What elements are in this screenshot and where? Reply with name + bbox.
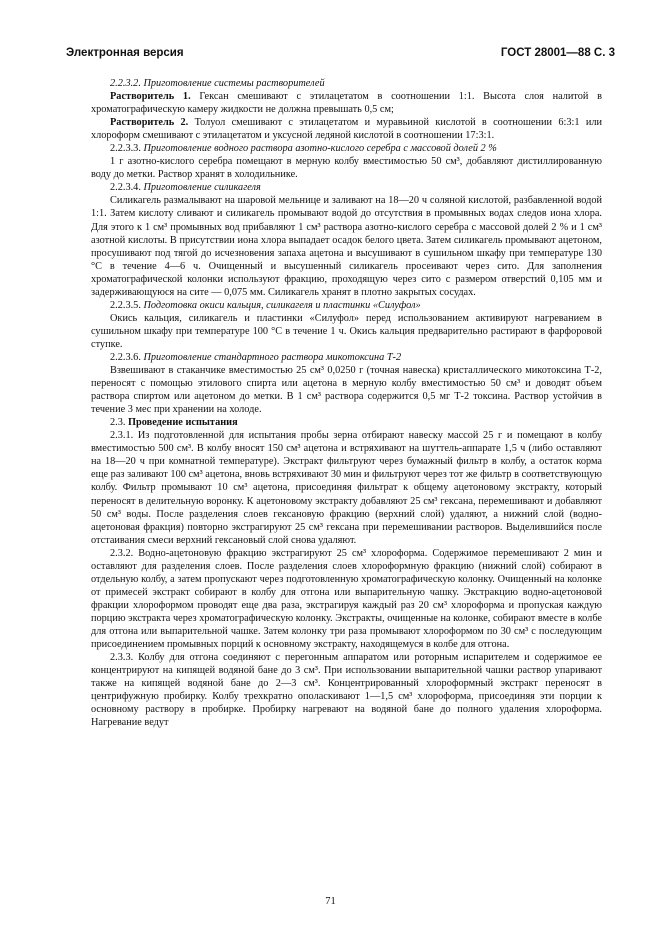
section-number: 2.2.3.6. [110, 351, 141, 363]
document-body [91, 77, 602, 729]
paragraph-2-3-1: 2.3.1. Из подготовленной для испытания пробы зерна отбирают навеску массой 25 г и помещают в колбу вместимостью 500 см³. В колбу вносят 150 см³ ацетона и встряхивают на шуттель-аппарате 1,5 ч (либо оставляют на 18—20 ч при комнатной температуре). Экстракт фильтруют через бумажный фильтр в колбу, а остаток корма еще раз заливают 100 см³ ацетона, вновь встряхивают 30 мин и фильтруют через тот же фильтр в соответствующую колбу. Фильтр промывают 10 см³ ацетона, присоединяя фильтрат к общему ацетоновому экстракту, который переносят в делительную воронку. К ацетоновому экстракту добавляют 25 см³ гексана, перемешивают и добавляют 50 см³ воды. После разделения слоев гексановую фракцию (верхний слой) удаляют, а нижний слой (водно-ацетоновая фракция) повторно экстрагируют 25 см³ гексана при перемешивании растворов. Выделившийся после отстаивания смеси верхний гексановый слой снова удаляют. [91, 430, 602, 546]
solvent-2-text: Толуол смешивают с этилацетатом и муравьиной кислотой в соотношении 6:3:1 или хлороформ смешивают с этилацетатом и уксусной ледяной кислотой в соотношении 17:3:1. [91, 117, 602, 142]
section-title: Приготовление водного раствора азотно-кислого серебра с массовой долей 2 % [140, 143, 497, 155]
paragraph-solvent-2 [91, 116, 602, 142]
section-heading-2-2-3-3 [91, 142, 602, 155]
solvent-1-text: Гексан смешивают с этилацетатом в соотношении 1:1. Высота слоя налитой в хроматографическую камеру жидкости не должна превышать 0,5 см; [91, 91, 602, 116]
section-title: Подготовка окиси кальция, силикагеля и пластинки «Силуфол» [140, 299, 421, 311]
solvent-1-label: Растворитель 1. [110, 91, 191, 103]
solvent-2-label: Растворитель 2. [110, 117, 189, 129]
header-standard-page: ГОСТ 28001—88 С. 3 [500, 47, 615, 59]
section-title: Приготовление силикагеля [140, 182, 261, 194]
section-heading-2-2-3-4 [91, 181, 602, 194]
section-heading-2-2-3-6 [91, 351, 602, 364]
section-heading-2-2-3-5 [91, 299, 602, 312]
page-number: 71 [325, 896, 336, 907]
section-number: 2.2.3.5. [110, 299, 141, 311]
section-heading-2-2-3-2: 2.2.3.2. Приготовление системы растворителей [110, 78, 325, 89]
paragraph-activation: Окись кальция, силикагель и пластинки «Силуфол» перед использованием активируют нагреванием в сушильном шкафу при температуре 100 °С в течение 1 ч. Окись кальция предварительно растирают в фарфоровой ступке. [91, 312, 602, 350]
section-title: Приготовление стандартного раствора микотоксина Т-2 [140, 351, 402, 363]
paragraph-2-3-3: 2.3.3. Колбу для отгона соединяют с перегонным аппаратом или роторным испарителем и содержимое ее концентрируют на кипящей водяной бане до 3 см³. При использовании выпарительной чашки раствор упаривают также на кипящей водяной бане до 2—3 см³. Концентрированный хлороформный экстракт переносят в центрифужную пробирку. Колбу трехкратно ополаскивают 1—1,5 см³ хлороформа, присоединяя эти порции к основному раствору в пробирке. Пробирку нагревают на водяной бане до полного удаления хлороформа. Нагревание ведут [91, 652, 602, 729]
section-number: 2.3. [110, 417, 126, 429]
section-number: 2.2.3.3. [110, 143, 141, 155]
section-number: 2.2.3.4. [110, 182, 141, 194]
paragraph-silica-gel: Силикагель размалывают на шаровой мельнице и заливают на 18—20 ч соляной кислотой, разбавленной водой 1:1. Затем кислоту сливают и силикагель промывают водой до отсутствия в промывных водах следов иона хлора. Для этого к 1 см³ промывных вод прибавляют 1 см³ раствора азотно-кислого серебра с массовой долей 2 % и 1 см³ азотной кислоты. В присутствии иона хлора выпадает осадок белого цвета. Затем силикагель промывают ацетоном, просушивают под тягой до исчезновения запаха ацетона и высушивают в сушильном шкафу при температуре 130 °С в течение 4—6 ч. Очищенный и высушенный силикагель просеивают через сито. Для заполнения хроматографической колонки используют фракцию, проходящую через сито с размером отверстий 0,105 мм и задерживающуюся на сите — 0,075 мм. Силикагель хранят в плотно закрытых сосудах. [91, 195, 602, 298]
paragraph-solvent-1 [91, 90, 602, 116]
paragraph-standard-solution: Взвешивают в стаканчике вместимостью 25 см³ 0,0250 г (точная навеска) кристаллического микотоксина Т-2, переносят с помощью этилового спирта или ацетона в мерную колбу вместимостью 50 см³ и доводят объем раствора спиртом или ацетоном до метки. В 1 см³ раствора содержится 0,5 мг Т-2 токсина. Раствор устойчив в течение 3 мес при хранении на холоде. [91, 365, 602, 416]
paragraph-2-3-2: 2.3.2. Водно-ацетоновую фракцию экстрагируют 25 см³ хлороформа. Содержимое перемешивают 2 мин и оставляют для разделения слоев. После разделения слоев хлороформную фракцию (нижний слой) собирают в отдельную колбу, а затем пропускают через подготовленную хроматографическую колонку. Очищенный на колонке от примесей экстракт собирают в колбу для отгона или выпарительную чашку. Экстракцию водно-ацетоновой фракции хлороформом проводят еще два раза, экстрагируя каждый раз 20 см³ хлороформа и пропуская каждую порцию экстракта через хроматографическую колонку. Экстракты, очищенные на колонке, собирают вместе в колбе для отгона или выпарительной чашке. Затем колонку три раза промывают хлороформом по 30 см³ с последующим присоединением промывных порций к основному экстракту, находящемуся в колбе для отгона. [91, 547, 602, 651]
section-heading-2-3 [91, 416, 602, 429]
header-edition-label: Электронная версия [66, 47, 184, 59]
paragraph-silver-nitrate: 1 г азотно-кислого серебра помещают в мерную колбу вместимостью 50 см³, добавляют дистиллированную воду до метки. Раствор хранят в холодильнике. [91, 156, 602, 181]
section-title: Проведение испытания [125, 417, 238, 429]
